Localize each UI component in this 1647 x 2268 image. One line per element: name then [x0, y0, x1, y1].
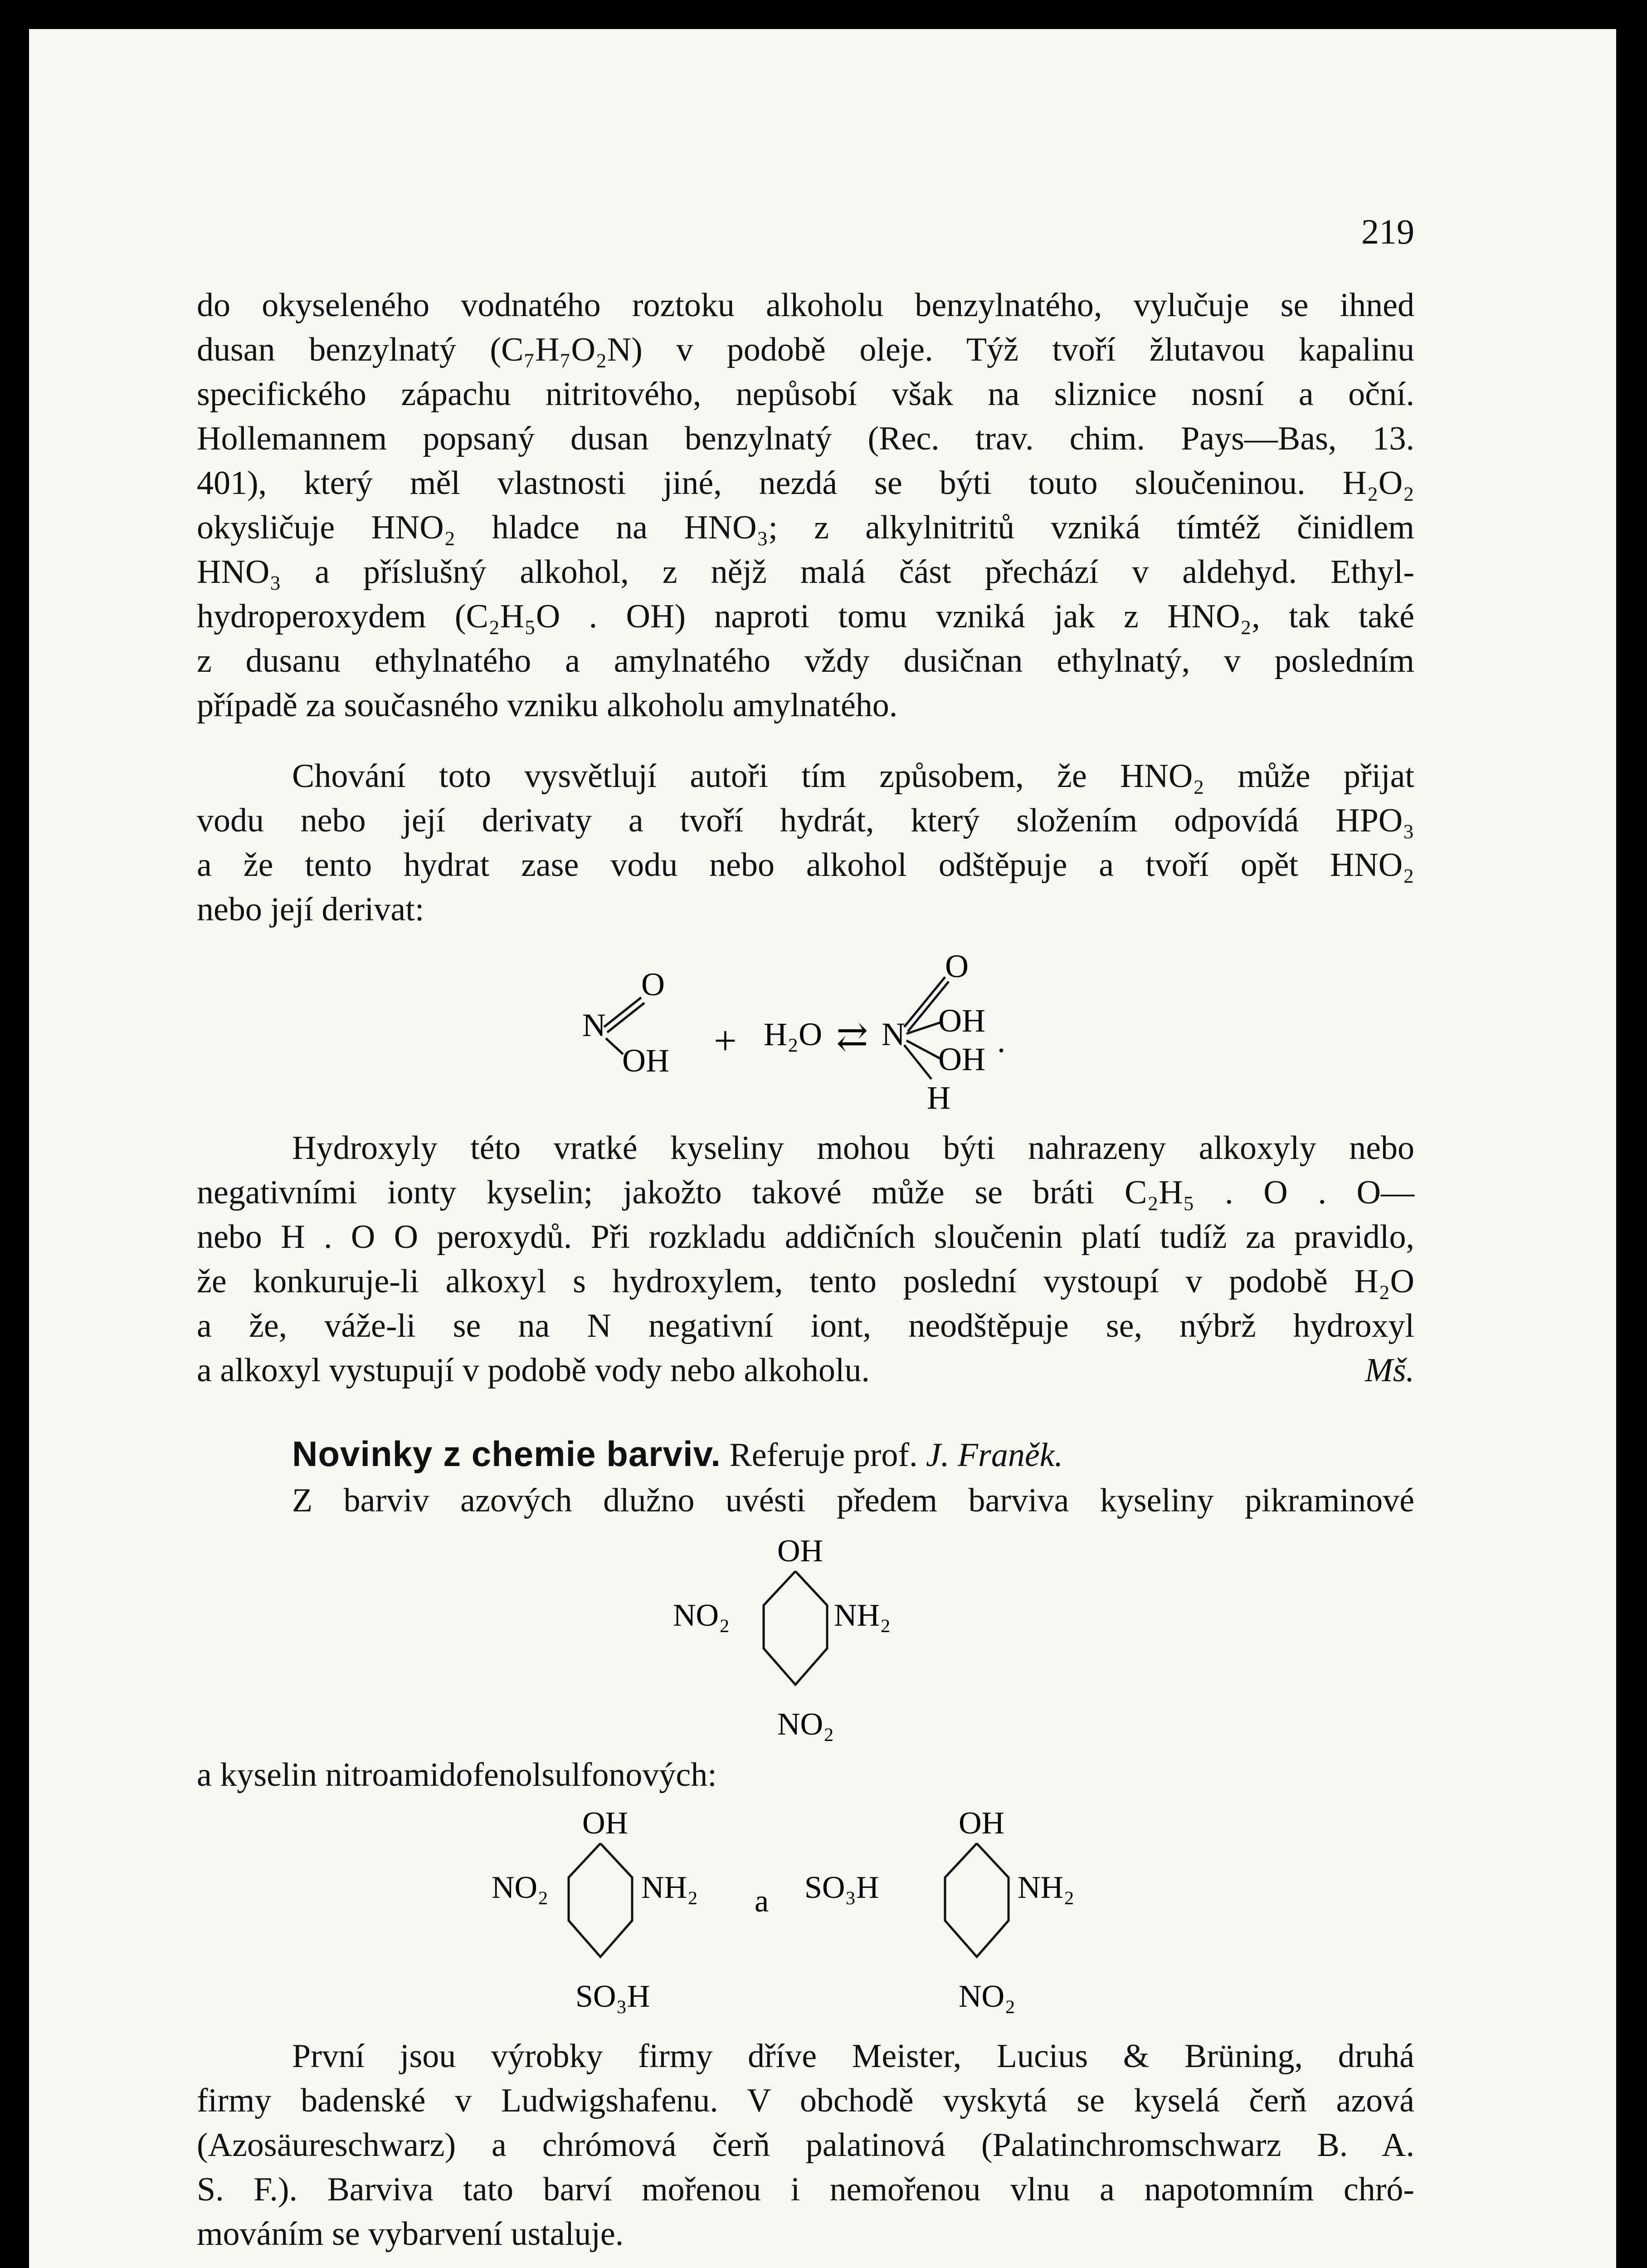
eq-right-n: N [882, 1016, 905, 1052]
heading-title: Novinky z chemie barviv. [292, 1434, 721, 1474]
page-number: 219 [1361, 212, 1414, 251]
paragraph-5 [197, 1753, 1414, 1797]
signature: Mš. [1365, 1352, 1414, 1389]
picramic-acid-structure [673, 1535, 945, 1748]
ring3-top: OH [959, 1807, 1005, 1841]
nitrous-acid-hydrate-equation [582, 945, 1240, 1118]
ring2-top: OH [582, 1807, 629, 1841]
text-line: dusan benzylnatý (C₇H₇O₂N) v podobě oleje. Týž tvoří žlutavou kapalinu [197, 331, 1414, 368]
text-line: nebo H . O O peroxydů. Při rozkladu addičních sloučenin platí tudíž za pravidlo, [197, 1218, 1414, 1256]
paragraph-3 [197, 1126, 1414, 1393]
text-line: a že, váže-li se na N negativní iont, neodštěpuje se, nýbrž hydroxyl [197, 1307, 1414, 1344]
text-line: Hollemannem popsaný dusan benzylnatý (Rec. trav. chim. Pays—Bas, 13. [197, 420, 1414, 457]
ring-connector: a [755, 1884, 769, 1919]
text-line: mováním se vybarvení ustaluje. [197, 2215, 624, 2253]
text-line: nebo její derivat: [197, 891, 424, 928]
text-line: a že tento hydrat zase vodu nebo alkohol odštěpuje a tvoří opět HNO₂ [197, 846, 1414, 884]
text-line: První jsou výrobky firmy dříve Meister, Lucius & Brüning, druhá [292, 2038, 1414, 2075]
paragraph-4 [197, 1478, 1414, 1523]
text-line: specifického zápachu nitritového, nepůsobí však na sliznice nosní a oční. [197, 376, 1414, 413]
ring3-left: SO₃H [804, 1870, 879, 1905]
text-line: firmy badenské v Ludwigshafenu. V obchodě vyskytá se kyselá čerň azová [197, 2082, 1414, 2119]
text-line: že konkuruje-li alkoxyl s hydroxylem, tento poslední vystoupí v podobě H₂O [197, 1263, 1414, 1300]
text-line: S. F.). Barviva tato barví mořenou i nemořenou vlnu a napotomním chró- [197, 2171, 1414, 2208]
text-line: okysličuje HNO₂ hladce na HNO₃; z alkylnitritů vzniká tímtéž činidlem [197, 509, 1414, 546]
heading-refer: Referuje prof. [729, 1437, 918, 1474]
eq-right-oh1: OH [938, 1002, 985, 1039]
text-line: hydroperoxydem (C₂H₅O . OH) naproti tomu vzniká jak z HNO₂, tak také [197, 598, 1414, 635]
eq-right-h: H [927, 1080, 950, 1116]
eq-arrow: ⇄ [836, 1016, 868, 1058]
eq-water: H₂O [764, 1016, 823, 1052]
text-line: do okyseleného vodnatého roztoku alkoholu benzylnatého, vylučuje se ihned [197, 287, 1414, 324]
text-line: a alkoxyl vystupují v podobě vody nebo alkoholu. [197, 1352, 870, 1389]
text-line: z dusanu ethylnatého a amylnatého vždy dusičnan ethylnatý, v posledním [197, 642, 1414, 679]
ring3 [804, 1807, 1075, 2014]
text-line: Hydroxyly této vratké kyseliny mohou býti nahrazeny alkoxyly nebo [292, 1129, 1414, 1167]
eq-period: . [997, 1023, 1005, 1059]
eq-left-n: N [582, 1007, 606, 1043]
text-line: (Azosäureschwarz) a chrómová čerň palatinová (Palatinchromschwarz B. A. [197, 2126, 1414, 2164]
paragraph-2 [197, 754, 1414, 932]
ring3-right: NH₂ [1018, 1870, 1075, 1905]
text-line: negativními ionty kyselin; jakožto takové může se bráti C₂H₅ . O . O— [197, 1174, 1414, 1211]
text-line: Chování toto vysvětlují autoři tím způsobem, že HNO₂ může přijat [292, 758, 1414, 795]
paragraph-6 [197, 2034, 1414, 2256]
paragraph-1 [197, 283, 1414, 728]
text-line: případě za současného vzniku alkoholu amylnatého. [197, 687, 898, 724]
eq-left-oh: OH [622, 1042, 669, 1079]
ring1-bottom: NO₂ [777, 1707, 834, 1742]
ring2-bottom: SO₃H [575, 1979, 650, 2014]
ring1-left: NO₂ [673, 1598, 730, 1633]
eq-right-o: O [945, 948, 969, 984]
nitroamidophenolsulfonic-structures [492, 1807, 1240, 2020]
text-line: 401), který měl vlastnosti jiné, nezdá se býti touto sloučeninou. H₂O₂ [197, 464, 1414, 502]
text-line: vodu nebo její derivaty a tvoří hydrát, který složením odpovídá HPO₃ [197, 802, 1414, 839]
heading-author: J. Franěk. [926, 1437, 1063, 1474]
ring3-bottom: NO₂ [959, 1979, 1016, 2014]
ring2-right: NH₂ [641, 1870, 698, 1905]
text-line: Z barviv azových dlužno uvésti předem barviva kyseliny pikraminové [292, 1482, 1414, 1519]
ring1-right: NH₂ [834, 1598, 891, 1633]
ring2-left: NO₂ [492, 1870, 549, 1905]
section-heading [197, 1432, 1510, 1477]
ring2 [492, 1807, 698, 2014]
eq-left-o: O [641, 966, 665, 1002]
ring1-top: OH [777, 1535, 824, 1569]
book-page [29, 29, 1616, 2268]
eq-right-oh2: OH [938, 1041, 985, 1077]
eq-plus: + [714, 1018, 737, 1063]
text-line: a kyselin nitroamidofenolsulfonových: [197, 1756, 717, 1794]
text-line: HNO₃ a příslušný alkohol, z nějž malá část přechází v aldehyd. Ethyl- [197, 553, 1414, 591]
